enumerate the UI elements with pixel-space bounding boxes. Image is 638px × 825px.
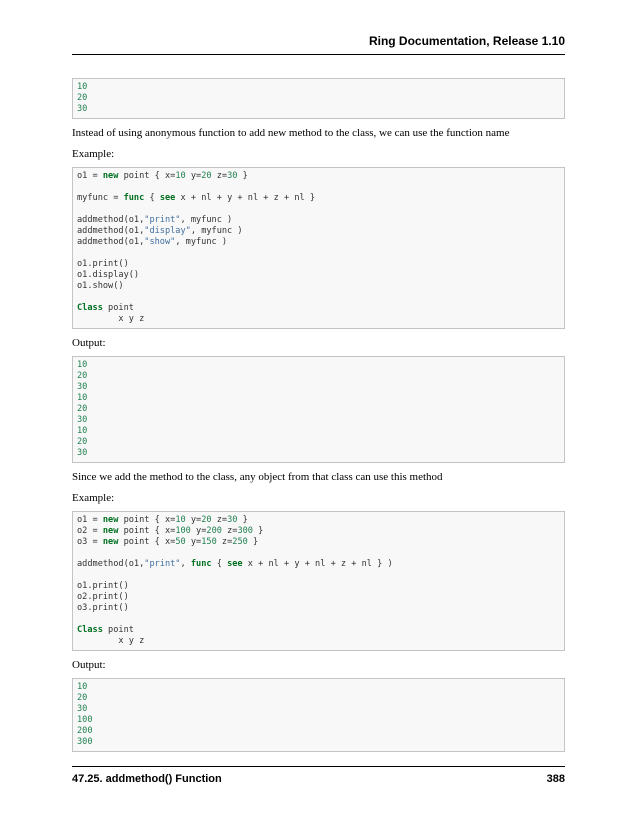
code-line [77,292,560,303]
page-footer [72,766,565,789]
code-line: 10 [77,82,88,92]
code-token: myfunc = [77,193,124,203]
code-token: x y z [77,636,145,646]
code-token: z= [211,515,228,525]
code-line [77,603,560,614]
code-line [77,270,560,281]
code-line [77,281,560,292]
code-token: x y z [77,314,145,324]
code-line: 30 [77,704,88,714]
code-line: 20 [77,693,88,703]
code-token: x + nl + y + nl + z + nl } ) [242,559,393,569]
code-token: point [102,625,134,635]
code-line [77,215,560,226]
code-token-kw: see [159,193,176,203]
code-block-example-2 [72,511,565,651]
code-line [77,226,560,237]
code-line [77,625,560,636]
code-token: } [247,537,259,547]
code-line [77,636,560,647]
code-line [77,614,560,625]
code-token: point [102,303,134,313]
code-line: 20 [77,404,88,414]
code-token-num: 20 [201,515,212,525]
paragraph-function-name: Instead of using anonymous function to add new method to the class, we can use the function name [72,127,510,139]
code-line [77,171,560,182]
code-token-str: "display" [144,226,191,236]
code-line [77,314,560,325]
code-token: point { x= [118,515,176,525]
example-label: Example: [72,492,115,504]
code-line [77,204,560,215]
code-line [77,193,560,204]
code-token: o1 = [77,515,103,525]
code-line [77,537,560,548]
code-token-str: "show" [144,237,176,247]
code-token: x + nl + y + nl + z + nl } [175,193,316,203]
code-token: , myfunc ) [190,226,243,236]
code-token: { [144,193,160,203]
code-token-num: 30 [227,171,238,181]
code-token: o1 = [77,171,103,181]
code-token: o2 = [77,526,103,536]
code-token-kw: func [123,193,145,203]
code-token: point { x= [118,171,176,181]
code-token-kw: Class [77,625,103,635]
footer-page-number: 388 [546,773,565,785]
code-token: point { x= [118,526,176,536]
code-token-num: 10 [175,515,186,525]
code-block-output-top [72,78,565,119]
code-token-num: 100 [175,526,191,536]
code-line: 10 [77,393,88,403]
code-token: z= [211,171,228,181]
code-token-str: "print" [144,215,181,225]
code-token-num: 30 [227,515,238,525]
code-line [77,303,560,314]
code-line: 20 [77,437,88,447]
code-token-kw: new [102,171,119,181]
code-line: 10 [77,682,88,692]
code-token: , [180,559,191,569]
code-line [77,559,560,570]
code-token: addmethod(o1, [77,226,145,236]
code-token: o3.print() [77,603,129,613]
code-token: , myfunc ) [180,215,233,225]
code-token-str: "print" [144,559,181,569]
code-line: 200 [77,726,93,736]
code-token-num: 250 [232,537,248,547]
code-line [77,592,560,603]
code-token: addmethod(o1, [77,215,145,225]
code-line [77,182,560,193]
code-token-num: 150 [201,537,217,547]
code-line: 20 [77,371,88,381]
code-token: o1.print() [77,581,129,591]
code-line [77,248,560,259]
code-token: z= [216,537,233,547]
code-token: z= [221,526,238,536]
code-line: 300 [77,737,93,747]
code-token: y= [185,171,202,181]
code-block-output-2 [72,678,565,752]
code-token: addmethod(o1, [77,237,145,247]
code-token: y= [185,537,202,547]
paragraph-any-object: Since we add the method to the class, any object from that class can use this method [72,471,443,483]
code-line [77,237,560,248]
code-token: o1.display() [77,270,140,280]
code-block-output-1 [72,356,565,463]
code-line: 30 [77,448,88,458]
code-line [77,526,560,537]
code-token-kw: new [102,526,119,536]
page-content [72,78,565,752]
code-token-kw: see [227,559,243,569]
code-token: o1.show() [77,281,124,291]
code-token: o3 = [77,537,103,547]
header-title: Ring Documentation, Release 1.10 [368,34,565,48]
code-token: } [252,526,264,536]
code-line [77,570,560,581]
code-token-kw: Class [77,303,103,313]
code-token: { [211,559,228,569]
code-line [77,581,560,592]
code-token: y= [185,515,202,525]
code-token-num: 20 [201,171,212,181]
output-label: Output: [72,337,106,349]
footer-section: 47.25. addmethod() Function [72,773,222,785]
code-token-num: 300 [237,526,253,536]
code-token-num: 10 [175,171,186,181]
page-header [72,32,565,55]
code-token-num: 50 [175,537,186,547]
code-line: 20 [77,93,88,103]
code-line [77,515,560,526]
code-token-kw: func [190,559,212,569]
code-line [77,259,560,270]
code-token: addmethod(o1, [77,559,145,569]
code-line: 100 [77,715,93,725]
code-token: , myfunc ) [175,237,228,247]
code-token: o1.print() [77,259,129,269]
code-line: 30 [77,104,88,114]
code-token: } [237,515,248,525]
code-token: } [237,171,248,181]
output-label: Output: [72,659,106,671]
code-token: o2.print() [77,592,129,602]
code-token-num: 200 [206,526,222,536]
code-line: 10 [77,426,88,436]
code-token: point { x= [118,537,176,547]
code-token-kw: new [102,537,119,547]
code-token: y= [190,526,207,536]
code-line [77,548,560,559]
code-line: 10 [77,360,88,370]
code-line: 30 [77,415,88,425]
code-block-example-1 [72,167,565,329]
code-line: 30 [77,382,88,392]
code-token-kw: new [102,515,119,525]
example-label: Example: [72,148,115,160]
